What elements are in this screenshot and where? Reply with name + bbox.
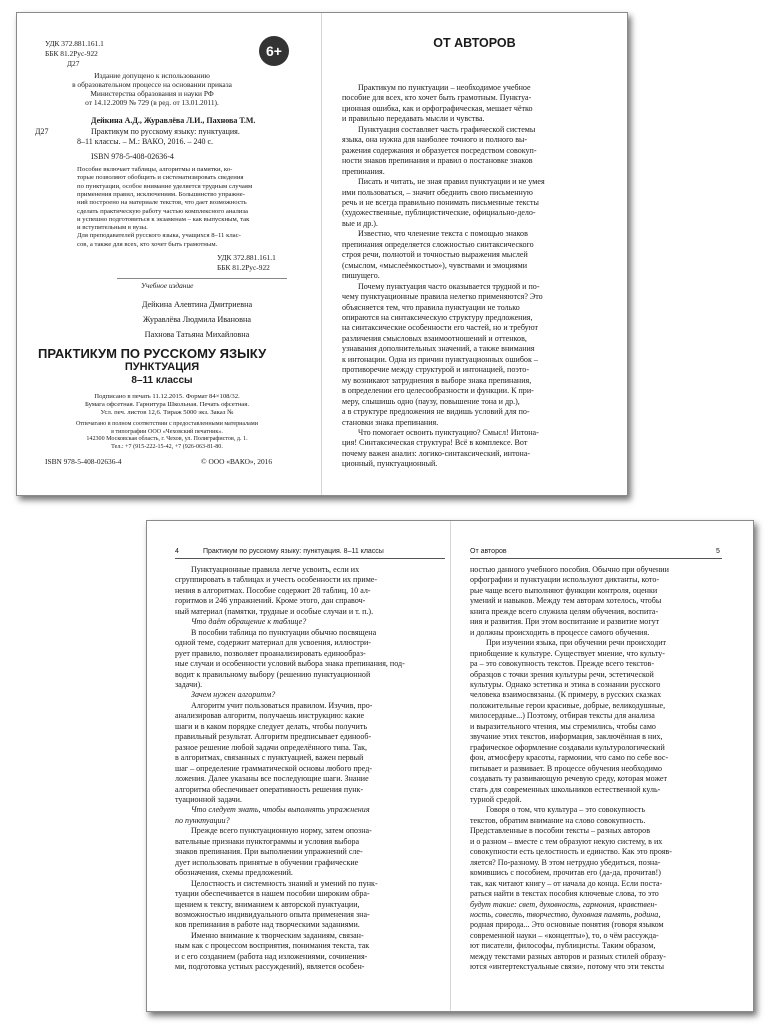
text-line: объясняется тем, что правила пунктуации не только <box>342 302 520 312</box>
author-code: Д27 <box>67 59 80 68</box>
text-line: Именно внимание к творческим заданиям, связан- <box>191 930 364 940</box>
text-line: стать для современных школьников естественной куль- <box>470 784 661 794</box>
author-full-name: Журавлёва Людмила Ивановна <box>142 315 252 324</box>
annotation-line: по пунктуации, особое внимание уделяется трудным случаям <box>77 182 253 190</box>
print-detail-line: Бумага офсетная. Гарнитура Школьная. Печать офсетная. <box>85 401 249 408</box>
text-line: обозначения, схемы предложений. <box>175 868 293 878</box>
text-line: современной науки – «концепты»), то, о чём рассужда- <box>470 930 659 940</box>
bottom-spread <box>146 520 754 1012</box>
text-line: В пособии таблица по пунктуации обычно посвящена <box>191 627 377 637</box>
text-line: Алгоритм учит пользоваться правилом. Изучив, про- <box>191 700 373 710</box>
text-line: и должны происходить в процессе самого обучения. <box>470 627 650 637</box>
text-line: ным как с процессом восприятия, понимания текста, так <box>175 941 370 951</box>
text-line: ные случаи и особенности условий выбора знака препинания, под- <box>175 659 405 669</box>
text-line: турной средой. <box>470 794 522 804</box>
text-line: разное решение любой задачи определённого типа. Так, <box>175 742 368 752</box>
text-line: на синтаксические особенности его частей, но и требуют <box>342 323 539 333</box>
book-title: ПРАКТИКУМ ПО РУССКОМУ ЯЗЫКУ <box>38 346 267 361</box>
page-4-body <box>175 565 405 973</box>
annotation-line: сделать практическую работу частью комплексного анализа <box>77 207 248 215</box>
divider <box>117 278 287 279</box>
text-line: Писать и читать, не зная правил пунктуации и не умея <box>358 177 545 187</box>
text-line: нения в алгоритмах. Пособие содержит 28 таблиц, 10 ал- <box>175 585 371 595</box>
page-number: 5 <box>716 548 720 555</box>
text-line: горитмов и 246 упражнений. Кроме этого, дан справоч- <box>175 596 366 606</box>
text-line: Целостность и системность знаний и умений по пунк- <box>191 878 378 888</box>
text-line: Пунктуационные правила легче усвоить, если их <box>191 565 360 574</box>
text-line: туационной задачи. <box>175 794 242 804</box>
text-line: языка, она нужна для наиболее точного и полного вы- <box>342 135 528 145</box>
text-line: узнавания дополнительных значений, а также внимания <box>342 344 535 354</box>
printer-line: в типографии ООО «Чеховский печатник». <box>111 428 223 435</box>
text-line: рые чаще всего выполняют функции контроля, оценки <box>470 585 658 595</box>
text-line: Практикум по пунктуации – необходимое учебное <box>358 83 531 92</box>
text-line: орфографии и пунктуации используют диктанты, кото- <box>470 575 660 585</box>
imprint-page <box>17 13 322 495</box>
text-line: ляется? По-разному. В этом нетрудно убедиться, позна- <box>470 857 661 867</box>
annotation-line: ний построено на материале текстов, что дает возможность <box>77 199 247 207</box>
text-line: ражения содержания и образуется посредством совокуп- <box>342 145 537 155</box>
text-line: ностью данного учебного пособия. Обычно при обучении <box>470 565 669 574</box>
text-line: сгруппировать в таблицах и учесть особенности их приме- <box>175 575 378 585</box>
text-line: ция! Синтаксическая структура! Всё в комплексе. Вот <box>342 438 528 448</box>
text-line: создавать ту развивающую речевую среду, которая может <box>470 774 667 784</box>
text-line: культуры. Однако эстетика и этика в сознании русского <box>470 679 661 689</box>
author-full-name: Пахнова Татьяна Михайловна <box>144 330 250 339</box>
authors-line: Дейкина А.Д., Журавлёва Л.И., Пахнова Т.М. <box>91 116 256 125</box>
text-line: милосердные...) Поэтому, отбирая тексты для анализа <box>470 711 655 721</box>
annotation-line: применения правил, исключениям. Большинство упражне- <box>77 190 245 198</box>
text-line: и правильно передавать мысли и чувства. <box>342 114 485 124</box>
text-line: родная природа... Это основные понятия (говоря языком <box>470 920 664 930</box>
text-line: ми, подготовка устных рассуждений), является особен- <box>175 962 365 972</box>
text-line: ность, совесть, творчество, духовная память, родина, <box>470 909 661 919</box>
text-line: препинания определяется сложностью синтаксического <box>342 239 534 249</box>
text-line: рует правило, позволяет проанализировать единообраз- <box>175 648 366 658</box>
text-line: дует использовать принятые в обучении графические <box>175 857 359 867</box>
text-line: фон, атмосферу красоты, гармонии, что само по себе вос- <box>470 753 669 763</box>
annotation-line: Для преподавателей русского языка, учащихся 8–11 клас- <box>77 232 241 240</box>
text-line: Что следует знать, чтобы выполнять упражнения <box>191 805 370 815</box>
text-line: Известно, что членение текста с помощью знаков <box>358 229 528 239</box>
text-line: пособие для всех, кто хочет быть грамотным. Пунктуа- <box>342 93 532 103</box>
side-code: Д27 <box>35 127 49 136</box>
bbk-right: ББК 81.2Рус-922 <box>217 263 270 272</box>
permission-line: от 14.12.2009 № 729 (в ред. от 13.01.2011). <box>85 98 219 107</box>
book-subtitle: ПУНКТУАЦИЯ <box>124 361 200 373</box>
text-line: человека взаимосвязаны. (К примеру, в русских сказках <box>470 690 662 700</box>
text-line: Почему пунктуация часто оказывается трудной и по- <box>358 281 540 291</box>
text-line: к интонации. Одна из причин пунктуационных ошибок – <box>342 354 538 364</box>
page-5 <box>450 521 753 1011</box>
text-line: звучание этих текстов, информация, заключённая в них, <box>470 732 663 742</box>
text-line: ков препинания в работе над творческими заданиями. <box>175 920 360 930</box>
text-line: текстов, обратим внимание на слово совокупность. <box>470 815 646 825</box>
text-line: ный материал (памятки, трудные и особые случаи и т. п.). <box>175 606 374 616</box>
text-line: в определении его целесообразности и функции. К при- <box>342 386 534 396</box>
header-rule <box>175 558 445 559</box>
text-line: комившись с пособием, прочитав его (да-да, прочитав!) <box>470 868 661 878</box>
text-line: препинания. <box>342 166 385 176</box>
grades: 8–11 классы <box>131 375 193 386</box>
printer-line: Отпечатано в полном соответствии с предоставленными материалами <box>75 421 259 427</box>
text-line: будут такие: свет, духовность, гармония, нравствен- <box>470 899 658 909</box>
edition-type: Учебное издание <box>141 281 194 290</box>
text-line: Представленные в пособии тексты – разных авторов <box>470 826 651 836</box>
text-line: речь и не всегда правильно понимать письменные тексты <box>342 197 539 207</box>
text-line: туации обеспечивается в нашем пособии широким обра- <box>175 889 370 899</box>
text-line: и выразительного чтения, мы стремились, чтобы само <box>470 721 656 731</box>
page-5-body <box>470 565 672 973</box>
annotation-line: сов, а также для всех, кто хочет быть грамотным. <box>77 240 218 248</box>
text-line: Прежде всего пунктуационную норму, затем опозна- <box>191 826 372 836</box>
printer-line: 142300 Московская область, г. Чехов, ул. Полиграфистов, д. 1. <box>86 436 248 443</box>
text-line: так, как читают книгу – от начала до конца. Если поста- <box>470 878 663 888</box>
foreword-body <box>342 83 545 470</box>
annotation-line: Пособие включает таблицы, алгоритмы и памятки, ко- <box>77 166 233 173</box>
text-line: в алгоритмах, связанных с пунктуацией, важен первый <box>175 753 364 763</box>
text-line: ционный, пунктуационный. <box>342 459 438 469</box>
isbn-line: ISBN 978-5-408-02636-4 <box>91 152 174 161</box>
text-line: ются «интертекстуальные связи», потому что эти тексты <box>470 962 664 972</box>
text-line: шаг – определение грамматической основы любого пред- <box>175 763 373 773</box>
text-line: почему важен анализ: логико-синтаксический, интона- <box>342 448 531 458</box>
text-line: различения смысловых взаимоотношений и оттенков, <box>342 333 527 343</box>
text-line: ими пользоваться, – значит обеднить свою письменную <box>342 187 533 197</box>
text-line: питывает и развивает. В процессе обучения необходимо <box>470 763 662 773</box>
text-line: и о разном – вместе с тем образуют некую систему, в их <box>470 836 663 846</box>
annotation-line: торые позволяют обобщить и систематизировать сведения <box>77 174 244 182</box>
text-line: приобщение к культуре. Существует мнение, что культу- <box>470 648 665 658</box>
print-detail-line: Подписано в печать 11.12.2015. Формат 84×108/32. <box>94 393 240 400</box>
age-rating-badge: 6+ <box>259 36 289 66</box>
text-line: правильный результат. Алгоритм предписывает единооб- <box>175 732 372 742</box>
running-head: Практикум по русскому языку: пунктуация. 8–11 классы <box>203 548 384 555</box>
udk-code: УДК 372.881.161.1 <box>45 39 104 48</box>
text-line: Зачем нужен алгоритм? <box>191 690 276 700</box>
text-line: (смыслом, «мыслеёмкостью»), чувствами и эмоциями <box>342 260 528 270</box>
page-4 <box>147 521 450 1011</box>
annotation-line: и успешно подготовиться к экзаменам – как выпускным, так <box>77 215 250 223</box>
text-line: чему пунктуационные правила нелегко применяются? Это <box>342 292 543 302</box>
text-line: и с его созданием (работа над изложениями, сочинения- <box>175 951 368 961</box>
text-line: шаги и в каком порядке следует делать, чтобы получить <box>175 721 368 731</box>
text-line: ют писатели, философы, публицисты. Таким образом, <box>470 941 656 951</box>
text-line: алгоритма обеспечивает оперативность решения пунк- <box>175 784 364 794</box>
text-line: по пунктуации? <box>175 815 230 825</box>
text-line: вательные признаки пунктограммы и условия выбора <box>175 836 360 846</box>
annotation-line: и вступительным в вузы. <box>77 224 148 232</box>
text-line: умений и навыков. Между тем авторам хотелось, чтобы <box>470 596 662 606</box>
text-line: образцов с точки зрения культуры речи, эстетической <box>470 669 654 679</box>
text-line: становки знака препинания. <box>342 417 439 427</box>
text-line: книга прежде всего служила целям обучения, воспита- <box>470 606 659 616</box>
running-head: От авторов <box>470 548 507 555</box>
text-line: совокупности есть целостность и единство. Как это прояв- <box>470 847 672 857</box>
text-line: задачи). <box>175 679 203 689</box>
header-rule <box>470 558 722 559</box>
copyright: © ООО «ВАКО», 2016 <box>201 457 273 466</box>
text-line: опираются на синтаксическую структуру предложения, <box>342 312 533 322</box>
text-line: щением к тексту, вниманием к авторской пунктуации, <box>175 899 360 909</box>
title-line: 8–11 классы. – М.: ВАКО, 2016. – 240 с. <box>77 137 214 146</box>
text-line: а в структуре предложения не видишь условий для по- <box>342 407 530 417</box>
text-line: графическое оформление создавали культурологический <box>470 742 665 752</box>
author-full-name: Дейкина Алевтина Дмитриевна <box>141 300 253 309</box>
foreword-heading: ОТ АВТОРОВ <box>433 36 516 50</box>
printer-line: Тел.: +7 (915-222-15-42, +7 (926-063-81-80. <box>111 443 223 450</box>
text-line: противоречие между структурой и интонацией, поэто- <box>342 365 530 375</box>
text-line: ния и развития. При этом воспитание и развитие могут <box>470 617 660 627</box>
text-line: раться найти в текстах пособия ключевые слова, то это <box>470 889 659 899</box>
udk-right: УДК 372.881.161.1 <box>217 253 276 262</box>
text-line: ности знаков препинания и правил о постановке знаков <box>342 156 533 166</box>
text-line: му возникают затруднения в выборе знака препинания, <box>342 375 532 385</box>
print-detail-line: Усл. печ. листов 12,6. Тираж 5000 экз. Заказ № <box>100 409 234 416</box>
text-line: строя речи, полнотой и точностью выражения мыслей <box>342 250 528 260</box>
foreword-page <box>322 13 627 495</box>
isbn-bottom: ISBN 978-5-408-02636-4 <box>45 457 122 466</box>
text-line: возможностью индивидуального опыта применения зна- <box>175 909 370 919</box>
text-line: анализировав алгоритм, получаешь инструкцию: какие <box>175 711 365 721</box>
title-line: Практикум по русскому языку: пунктуация. <box>91 127 240 136</box>
top-spread <box>16 12 628 496</box>
text-line: Что помогает освоить пунктуацию? Смысл! Интона- <box>358 427 539 437</box>
text-line: одной теме, содержит материал для усвоения, иллюстри- <box>175 638 371 648</box>
permission-line: Издание допущено к использованию <box>94 71 210 80</box>
text-line: водит к правильному выбору (решению пунктуационной <box>175 669 371 679</box>
text-line: знаков препинания. При выполнении упражнений сле- <box>175 847 363 857</box>
text-line: ра – это совокупность текстов. Прежде всего текстов- <box>470 659 655 669</box>
text-line: При изучении языка, при обучении речи происходит <box>486 638 667 648</box>
permission-line: Министерства образования и науки РФ <box>90 89 214 98</box>
text-line: ционная ошибка, как и орфографическая, мешает чётко <box>342 103 533 113</box>
text-line: пишущего. <box>342 271 380 281</box>
page-number: 4 <box>175 548 179 555</box>
text-line: Говоря о том, что культура – это совокупность <box>486 805 645 815</box>
permission-line: в образовательном процессе на основании приказа <box>72 80 232 89</box>
bbk-code: ББК 81.2Рус-922 <box>45 49 98 58</box>
text-line: вые и др.). <box>342 218 378 228</box>
text-line: меру, слышишь одно (паузу, повышение тона и др.), <box>342 396 520 406</box>
text-line: между текстами разных авторов и разных стилей образу- <box>470 951 666 961</box>
text-line: (художественные, публицистические, официально-дело- <box>342 208 536 218</box>
text-line: Пунктуация составляет часть графической системы <box>358 124 536 134</box>
text-line: положительные герои красивые, добрые, великодушные, <box>470 700 666 710</box>
text-line: ложения. Далее указаны все последующие шаги. Знание <box>175 774 369 784</box>
text-line: Что даёт обращение к таблице? <box>191 617 307 627</box>
